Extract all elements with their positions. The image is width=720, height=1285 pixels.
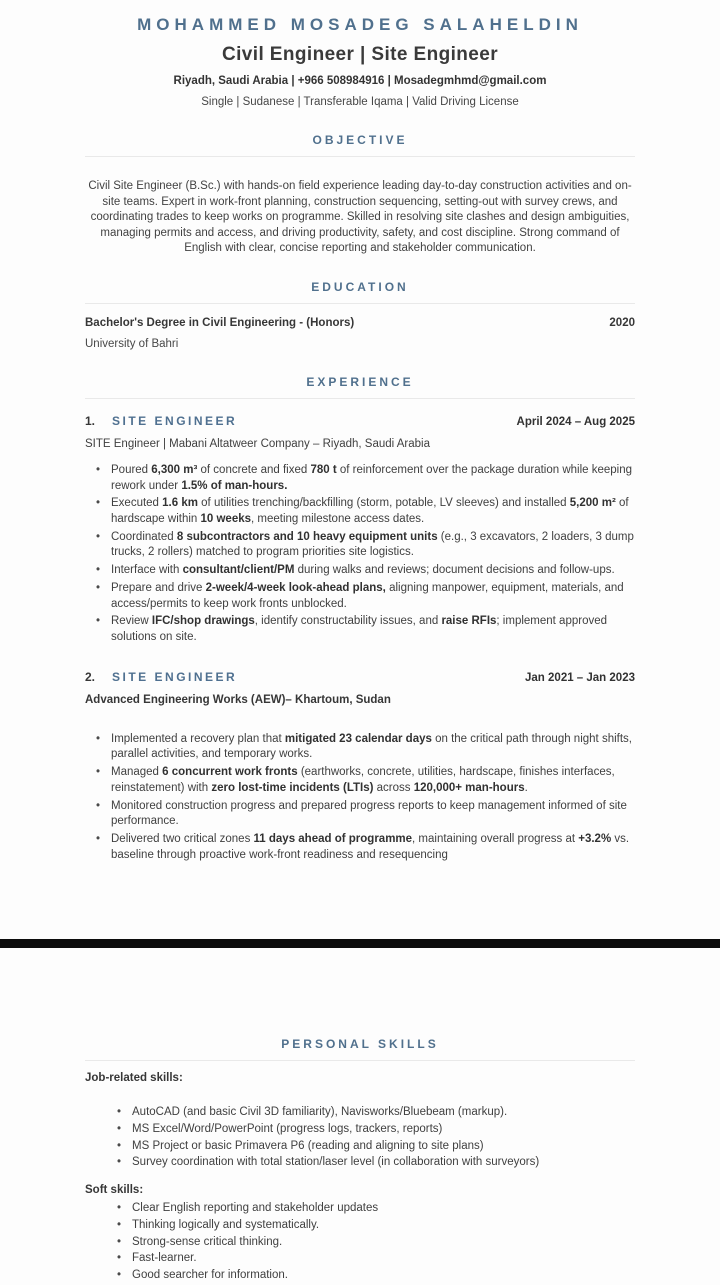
job-heading-left bbox=[85, 412, 237, 430]
objective-text: Civil Site Engineer (B.Sc.) with hands-on field experience leading day-to-day construction activities and on-site teams. Expert in work-front planning, construction sequencing, setting-out with survey crews, and coordinating trades to keep works on programme. Skilled in resolving site clashes and design ambiguities, managing permits and access, and driving productivity, safety, and cost discipline. Strong command of English with clear, concise reporting and stakeholder communication. bbox=[88, 180, 632, 255]
degree-title: Bachelor's Degree in Civil Engineering - (Honors) bbox=[85, 316, 355, 329]
job-bullet-list bbox=[85, 463, 635, 646]
skill-bullet: • Survey coordination with total station/laser level (in collaboration with surveyors) bbox=[117, 1155, 635, 1171]
skill-bullet: • MS Excel/Word/PowerPoint (progress logs, trackers, reports) bbox=[117, 1122, 635, 1138]
contact-info-primary: Riyadh, Saudi Arabia | +966 508984916 | Mosadegmhmd@gmail.com bbox=[173, 75, 547, 87]
education-entry bbox=[85, 317, 635, 329]
skill-bullet: • Good searcher for information. bbox=[117, 1268, 635, 1284]
education-section bbox=[85, 280, 635, 350]
page-two-content bbox=[0, 1037, 720, 1283]
education-section-heading: EDUCATION bbox=[311, 279, 409, 294]
soft-skills-label: Soft skills: bbox=[85, 1184, 144, 1197]
job-bullet: • Managed 6 concurrent work fronts (earthworks, concrete, utilities, hardscape, finishes interfaces, reinstatement) with zero lost-time incidents (LTIs) across 120,000+ man-hours. bbox=[96, 765, 635, 796]
job-bullet-list bbox=[85, 732, 635, 864]
job-bullet: • Coordinated 8 subcontractors and 10 heavy equipment units (e.g., 3 excavators, 2 loaders, 3 dump trucks, 2 rollers) matched to program priorities site logistics. bbox=[96, 530, 635, 561]
personal-skills-section bbox=[85, 1037, 635, 1283]
job-entry-2 bbox=[85, 668, 635, 864]
objective-section-heading: OBJECTIVE bbox=[312, 133, 408, 147]
skill-bullet: • Clear English reporting and stakeholder updates bbox=[117, 1201, 635, 1217]
job-bullet: • Delivered two critical zones 11 days ahead of programme, maintaining overall progress at +3.2% vs. baseline through proactive work-front readiness and resequencing bbox=[96, 832, 635, 863]
experience-section-heading: EXPERIENCE bbox=[306, 374, 414, 389]
skill-bullet: • Strong-sense critical thinking. bbox=[117, 1235, 635, 1251]
skill-bullet: • Thinking logically and systematically. bbox=[117, 1218, 635, 1234]
candidate-name: MOHAMMED MOSADEG SALAHELDIN bbox=[137, 15, 583, 34]
job-bullet: • Implemented a recovery plan that mitigated 23 calendar days on the critical path through night shifts, parallel activities, and temporary works. bbox=[96, 732, 635, 763]
contact-info-secondary: Single | Sudanese | Transferable Iqama | Valid Driving License bbox=[201, 96, 519, 108]
job-header bbox=[85, 668, 635, 686]
candidate-title: Civil Engineer | Site Engineer bbox=[222, 44, 498, 65]
job-related-skills-list bbox=[85, 1105, 635, 1171]
section-divider-line bbox=[85, 398, 635, 399]
section-divider-line bbox=[85, 303, 635, 304]
job-bullet: • Prepare and drive 2-week/4-week look-ahead plans, aligning manpower, equipment, materials, and access/permits to keep work fronts unblocked. bbox=[96, 581, 635, 612]
job-header bbox=[85, 412, 635, 430]
job-company: Advanced Engineering Works (AEW)– Khartoum, Sudan bbox=[85, 693, 391, 706]
job-bullet: • Review IFC/shop drawings, identify constructability issues, and raise RFIs; implement approved solutions on site. bbox=[96, 614, 635, 645]
skill-bullet: • MS Project or basic Primavera P6 (reading and aligning to site plans) bbox=[117, 1139, 635, 1155]
section-divider-line bbox=[85, 1060, 635, 1061]
skill-bullet: • AutoCAD (and basic Civil 3D familiarity), Navisworks/Bluebeam (markup). bbox=[117, 1105, 635, 1121]
job-title: SITE ENGINEER bbox=[112, 413, 238, 428]
job-bullet: • Executed 1.6 km of utilities trenching/backfilling (storm, potable, LV sleeves) and installed 5,200 m² of hardscape within 10 weeks, meeting milestone access dates. bbox=[96, 496, 635, 527]
job-bullet: • Interface with consultant/client/PM during walks and reviews; document decisions and follow-ups. bbox=[96, 563, 635, 579]
graduation-year: 2020 bbox=[609, 316, 635, 329]
job-dates: Jan 2021 – Jan 2023 bbox=[525, 671, 635, 684]
job-subtitle: SITE Engineer | Mabani Altatweer Company – Riyadh, Saudi Arabia bbox=[85, 437, 430, 450]
job-related-skills-label: Job-related skills: bbox=[85, 1072, 183, 1085]
soft-skills-list bbox=[85, 1201, 635, 1284]
job-entry-1 bbox=[85, 412, 635, 646]
objective-section bbox=[85, 133, 635, 257]
job-bullet: • Poured 6,300 m³ of concrete and fixed 780 t of reinforcement over the package duration while keeping rework under 1.5% of man-hours. bbox=[96, 463, 635, 494]
university-name: University of Bahri bbox=[85, 337, 179, 350]
page-break-divider bbox=[0, 939, 720, 948]
job-heading-left bbox=[85, 668, 237, 686]
job-title: SITE ENGINEER bbox=[112, 669, 238, 684]
personal-skills-section-heading: PERSONAL SKILLS bbox=[281, 1037, 439, 1052]
job-number: 1. bbox=[85, 413, 96, 428]
section-divider-line bbox=[85, 156, 635, 157]
job-dates: April 2024 – Aug 2025 bbox=[516, 415, 635, 428]
job-number: 2. bbox=[85, 669, 96, 684]
resume-header bbox=[85, 0, 635, 108]
job-bullet: • Monitored construction progress and prepared progress reports to keep management informed of site performance. bbox=[96, 799, 635, 830]
skill-bullet: • Fast-learner. bbox=[117, 1251, 635, 1267]
experience-section bbox=[85, 375, 635, 863]
